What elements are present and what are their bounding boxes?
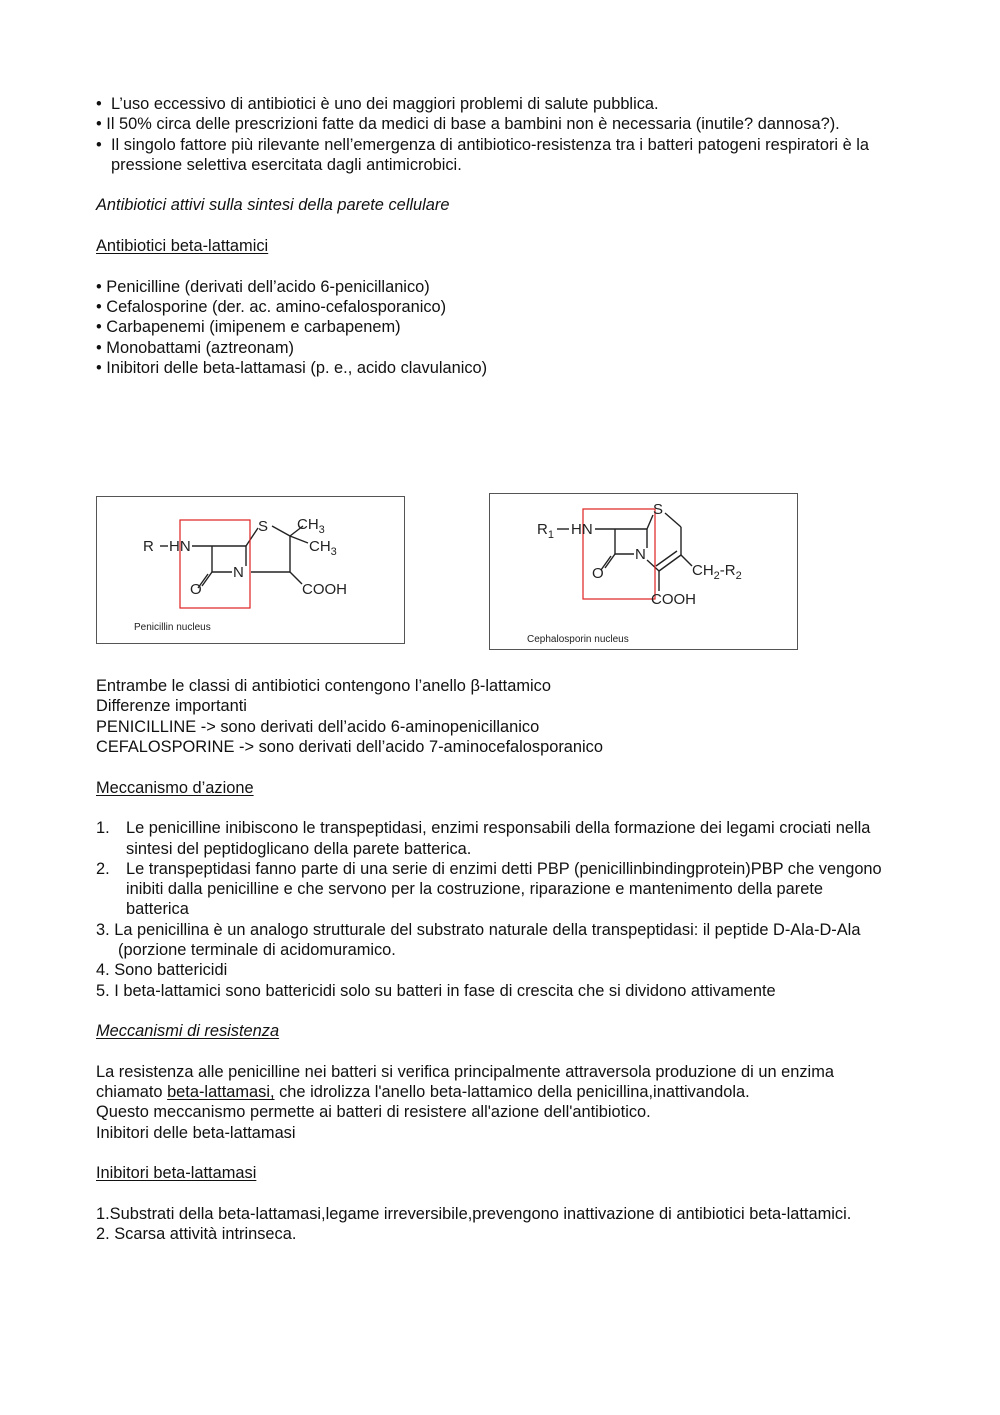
bullet-icon: • [96,338,107,357]
document-page [96,94,896,1244]
nitrogen-label: N [233,564,244,582]
section-heading-inhibitors: Inibitori beta-lattamasi [96,1164,257,1183]
figure-caption: Cephalosporin nucleus [527,634,629,646]
list-item: • Carbapenemi (imipenem e carbapenem) [96,318,401,337]
bullet-icon: • [96,115,107,134]
comparison-block [96,676,896,757]
r1-group-label: $R_1$ [537,521,554,542]
list-item: 4. Sono battericidi [96,961,228,980]
list-item: • Inibitori delle beta-lattamasi (p. e., acido clavulanico) [96,358,488,377]
sulfur-label: S [258,518,269,536]
comparison-line: PENICILLINE -> sono derivati dell’acido 6-aminopenicillanico [96,717,540,736]
list-item: 2. Le transpeptidasi fanno parte di una serie di enzimi detti PBP (penicillinbindingprotein)PBP che vengono inibiti dalla penicilline e che servono per la costruzione, riparazione e mantenimento della parete batterica [96,859,882,919]
sulfur-label: S [653,501,664,519]
penicillin-nucleus-figure [96,496,406,645]
hn-label: HN [571,521,593,539]
comparison-line: Entrambe le classi di antibiotici contengono l’anello β-lattamico [96,677,551,696]
nitrogen-label: N [635,546,646,564]
bullet-icon: • [96,135,102,154]
section-heading-beta-lactams: Antibiotici beta-lattamici [96,237,269,256]
r-group-label: R [143,538,154,556]
hn-label: HN [169,538,191,556]
intro-bullet-list [96,94,896,175]
list-item: 1. Le penicilline inibiscono le transpeptidasi, enzimi responsabili della formazione dei legami crociati nella sintesi del peptidoglicano della parete batterica. [96,819,871,858]
list-item: • Il 50% circa delle prescrizioni fatte da medici di base a bambini non è necessaria (inutile? dannosa?). [96,115,840,134]
list-item: 2. Scarsa attività intrinseca. [96,1225,297,1244]
bullet-icon: • [96,277,107,296]
mechanism-list [96,818,896,1001]
beta-lactam-list [96,277,896,378]
section-heading-mechanism: Meccanismo d’azione [96,778,254,797]
list-item: 5. I beta-lattamici sono battericidi solo su batteri in fase di crescita che si dividono attivamente [96,981,776,1000]
list-item: • Il singolo fattore più rilevante nell’emergenza di antibiotico-resistenza tra i batteri patogeni respiratori è la pressione selettiva esercitata dagli antimicrobici. [96,135,870,174]
comparison-line: Differenze importanti [96,697,247,716]
list-item: • Penicilline (derivati dell’acido 6-penicillanico) [96,277,430,296]
list-item: 3. La penicillina è un analogo strutturale del substrato naturale della transpeptidasi: il peptide D-Ala-D-Ala (porzione terminale di acidomuramico. [96,920,861,960]
methyl-right-label: $CH_3$ [309,538,337,559]
bullet-icon: • [96,95,102,113]
bullet-icon: • [96,358,107,377]
resistance-paragraph: La resistenza alle penicilline nei batteri si verifica principalmente attraversola produzione di un enzima chiamato beta-lattamasi, che idrolizza l'anello beta-lattamico della penicillina,inattivandola. Questo meccanismo permette ai batteri di resistere all'azione dell'antibiotico. Inibitori delle beta-lattamasi [96,1062,834,1142]
ch2r2-label: $CH_2-R_2$ [692,562,742,583]
cooh-label: COOH [651,591,696,609]
section-heading-resistance: Meccanismi di resistenza [96,1022,280,1041]
figures-row [96,378,896,676]
list-item: • Monobattami (aztreonam) [96,338,294,357]
list-item: • Cefalosporine (der. ac. amino-cefalosporanico) [96,297,447,316]
methyl-top-label: $CH_3$ [297,516,325,537]
cephalosporin-nucleus-figure [489,493,799,651]
list-item: • L’uso eccessivo di antibiotici è uno dei maggiori problemi di salute pubblica. [96,95,659,113]
list-item: 1.Substrati della beta-lattamasi,legame irreversibile,prevengono inattivazione di antibiotici beta-lattamici. [96,1204,852,1223]
beta-lactamase-term: beta-lattamasi, [167,1083,275,1102]
oxygen-label: O [190,581,202,599]
comparison-line: CEFALOSPORINE -> sono derivati dell’acido 7-aminocefalosporanico [96,738,603,757]
cooh-label: COOH [302,581,347,599]
inhibitor-list [96,1204,896,1245]
figure-caption: Penicillin nucleus [134,622,211,634]
bullet-icon: • [96,297,107,316]
section-heading-cell-wall: Antibiotici attivi sulla sintesi della parete cellulare [96,196,450,215]
oxygen-label: O [592,565,604,583]
bullet-icon: • [96,318,107,337]
